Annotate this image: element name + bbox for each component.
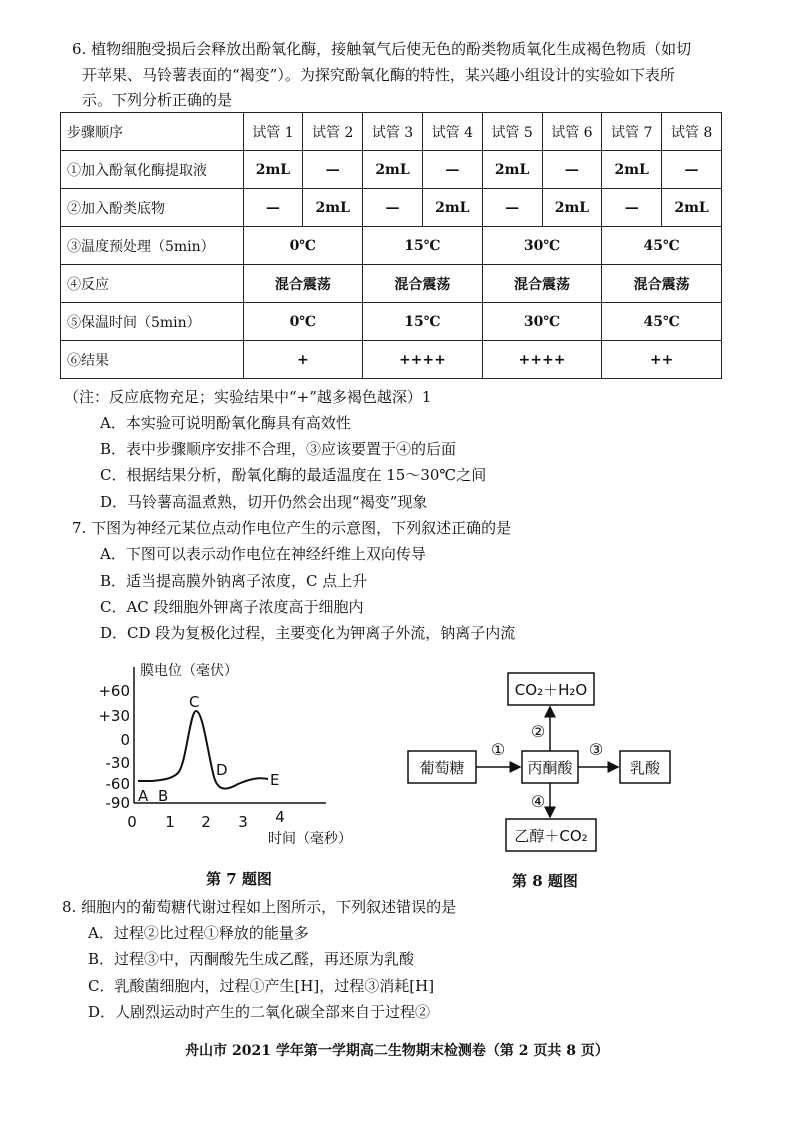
q6-experiment-table bbox=[60, 112, 722, 379]
step2-label: ② bbox=[530, 722, 546, 741]
y-tick-label: +60 bbox=[98, 682, 130, 700]
header-cell: 步骤顺序 bbox=[61, 113, 244, 151]
table-cell: 15℃ bbox=[363, 227, 483, 265]
q6-option-a[interactable]: A．本实验可说明酚氧化酶具有高效性 bbox=[100, 414, 351, 432]
q8-option-d[interactable]: D．人剧烈运动时产生的二氧化碳全部来自于过程② bbox=[88, 1003, 431, 1021]
q6-option-b[interactable]: B．表中步骤顺序安排不合理，③应该要置于④的后面 bbox=[100, 440, 457, 458]
y-tick-label: +30 bbox=[98, 707, 130, 725]
q8-option-a[interactable]: A．过程②比过程①释放的能量多 bbox=[88, 924, 309, 942]
table-cell: — bbox=[482, 189, 542, 227]
table-cell: — bbox=[243, 189, 303, 227]
table-cell: 2mL bbox=[303, 189, 363, 227]
membrane-potential-curve bbox=[138, 711, 268, 789]
header-cell: 试管 4 bbox=[422, 113, 482, 151]
q8-stem: 8. 细胞内的葡萄糖代谢过程如上图所示，下列叙述错误的是 bbox=[62, 898, 457, 916]
co2-h2o-label: CO₂＋H₂O bbox=[514, 681, 588, 699]
point-label-e: E bbox=[270, 771, 280, 789]
q7-figure-caption: 第 7 题图 bbox=[206, 870, 272, 888]
q6-stem-line2: 开苹果、马铃薯表面的“褐变”）。为探究酚氧化酶的特性，某兴趣小组设计的实验如下表所 bbox=[82, 66, 675, 84]
table-row bbox=[61, 341, 722, 379]
header-cell: 试管 3 bbox=[363, 113, 423, 151]
q6-note: （注：反应底物充足；实验结果中“+”越多褐色越深）1 bbox=[64, 388, 432, 406]
x-tick-label: 4 bbox=[275, 808, 285, 826]
table-cell: 混合震荡 bbox=[602, 265, 722, 303]
y-tick-label: -30 bbox=[105, 754, 130, 772]
table-cell: ①加入酚氧化酶提取液 bbox=[61, 151, 244, 189]
q7-option-b[interactable]: B．适当提高膜外钠离子浓度，C 点上升 bbox=[100, 572, 368, 590]
q6-option-d[interactable]: D．马铃薯高温煮熟，切开仍然会出现“褐变”现象 bbox=[100, 493, 428, 511]
header-cell: 试管 6 bbox=[542, 113, 602, 151]
table-cell: ++++ bbox=[363, 341, 483, 379]
table-row bbox=[61, 303, 722, 341]
y-tick-label: -60 bbox=[105, 775, 130, 793]
q7-action-potential-figure bbox=[90, 655, 390, 855]
header-cell: 试管 5 bbox=[482, 113, 542, 151]
table-cell: ⑤保温时间（5min） bbox=[61, 303, 244, 341]
ethanol-label: 乙醇＋CO₂ bbox=[514, 827, 588, 845]
pyruvate-label: 丙酮酸 bbox=[527, 759, 573, 777]
q7-option-a[interactable]: A．下图可以表示动作电位在神经纤维上双向传导 bbox=[100, 545, 426, 563]
q8-metabolism-diagram bbox=[400, 665, 690, 860]
step4-label: ④ bbox=[530, 792, 546, 811]
table-cell: 0℃ bbox=[243, 227, 363, 265]
table-cell: 2mL bbox=[482, 151, 542, 189]
header-cell: 试管 8 bbox=[662, 113, 722, 151]
table-cell: 0℃ bbox=[243, 303, 363, 341]
x-tick-label: 2 bbox=[201, 813, 211, 831]
point-label-d: D bbox=[216, 761, 228, 779]
y-tick-label: -90 bbox=[105, 794, 130, 812]
point-label-b: B bbox=[158, 787, 169, 805]
x-tick-label: 0 bbox=[127, 813, 137, 831]
table-cell: 30℃ bbox=[482, 227, 602, 265]
table-cell: 2mL bbox=[662, 189, 722, 227]
x-tick-label: 1 bbox=[165, 813, 175, 831]
q7-option-c[interactable]: C．AC 段细胞外钾离子浓度高于细胞内 bbox=[100, 598, 364, 616]
page-footer: 舟山市 2021 学年第一学期高二生物期末检测卷（第 2 页共 8 页） bbox=[185, 1043, 609, 1059]
step1-label: ① bbox=[490, 740, 506, 759]
table-row bbox=[61, 265, 722, 303]
table-row bbox=[61, 189, 722, 227]
table-row bbox=[61, 151, 722, 189]
table-cell: 15℃ bbox=[363, 303, 483, 341]
q8-option-c[interactable]: C．乳酸菌细胞内，过程①产生[H]，过程③消耗[H] bbox=[88, 977, 435, 995]
table-cell: — bbox=[542, 151, 602, 189]
table-cell: 2mL bbox=[422, 189, 482, 227]
q6-stem-line3: 示。下列分析正确的是 bbox=[82, 91, 233, 109]
table-cell: 2mL bbox=[243, 151, 303, 189]
table-row bbox=[61, 227, 722, 265]
x-tick-label: 3 bbox=[238, 813, 248, 831]
table-cell: + bbox=[243, 341, 363, 379]
q6-option-c[interactable]: C．根据结果分析，酚氧化酶的最适温度在 15～30℃之间 bbox=[100, 466, 487, 484]
table-cell: 混合震荡 bbox=[363, 265, 483, 303]
table-cell: — bbox=[422, 151, 482, 189]
table-cell: 45℃ bbox=[602, 227, 722, 265]
header-cell: 试管 1 bbox=[243, 113, 303, 151]
y-axis-label: 膜电位（毫伏） bbox=[140, 663, 238, 679]
header-cell: 试管 2 bbox=[303, 113, 363, 151]
table-cell: 2mL bbox=[363, 151, 423, 189]
table-cell: ⑥结果 bbox=[61, 341, 244, 379]
table-cell: — bbox=[303, 151, 363, 189]
table-cell: ++++ bbox=[482, 341, 602, 379]
step3-label: ③ bbox=[588, 740, 604, 759]
lactate-label: 乳酸 bbox=[629, 759, 661, 777]
point-label-a: A bbox=[138, 787, 149, 805]
y-tick-label: 0 bbox=[120, 731, 130, 749]
table-cell: 混合震荡 bbox=[482, 265, 602, 303]
table-cell: 45℃ bbox=[602, 303, 722, 341]
table-cell: 2mL bbox=[542, 189, 602, 227]
table-cell: ②加入酚类底物 bbox=[61, 189, 244, 227]
header-cell: 试管 7 bbox=[602, 113, 662, 151]
table-cell: — bbox=[602, 189, 662, 227]
table-cell: ++ bbox=[602, 341, 722, 379]
q7-option-d[interactable]: D．CD 段为复极化过程，主要变化为钾离子外流，钠离子内流 bbox=[100, 624, 516, 642]
x-axis-label: 时间（毫秒） bbox=[268, 831, 352, 847]
table-cell: 30℃ bbox=[482, 303, 602, 341]
q8-figure-caption: 第 8 题图 bbox=[512, 872, 578, 890]
table-header-row bbox=[61, 113, 722, 151]
table-cell: 混合震荡 bbox=[243, 265, 363, 303]
table-cell: ④反应 bbox=[61, 265, 244, 303]
table-cell: 2mL bbox=[602, 151, 662, 189]
q7-stem: 7. 下图为神经元某位点动作电位产生的示意图，下列叙述正确的是 bbox=[72, 519, 512, 537]
q6-stem-line1: 6. 植物细胞受损后会释放出酚氧化酶，接触氧气后使无色的酚类物质氧化生成褐色物质（如切 bbox=[72, 40, 692, 58]
table-cell: — bbox=[662, 151, 722, 189]
point-label-c: C bbox=[189, 693, 200, 711]
glucose-label: 葡萄糖 bbox=[419, 759, 465, 777]
table-cell: ③温度预处理（5min） bbox=[61, 227, 244, 265]
table-cell: — bbox=[363, 189, 423, 227]
q8-option-b[interactable]: B．过程③中，丙酮酸先生成乙醛，再还原为乳酸 bbox=[88, 950, 415, 968]
